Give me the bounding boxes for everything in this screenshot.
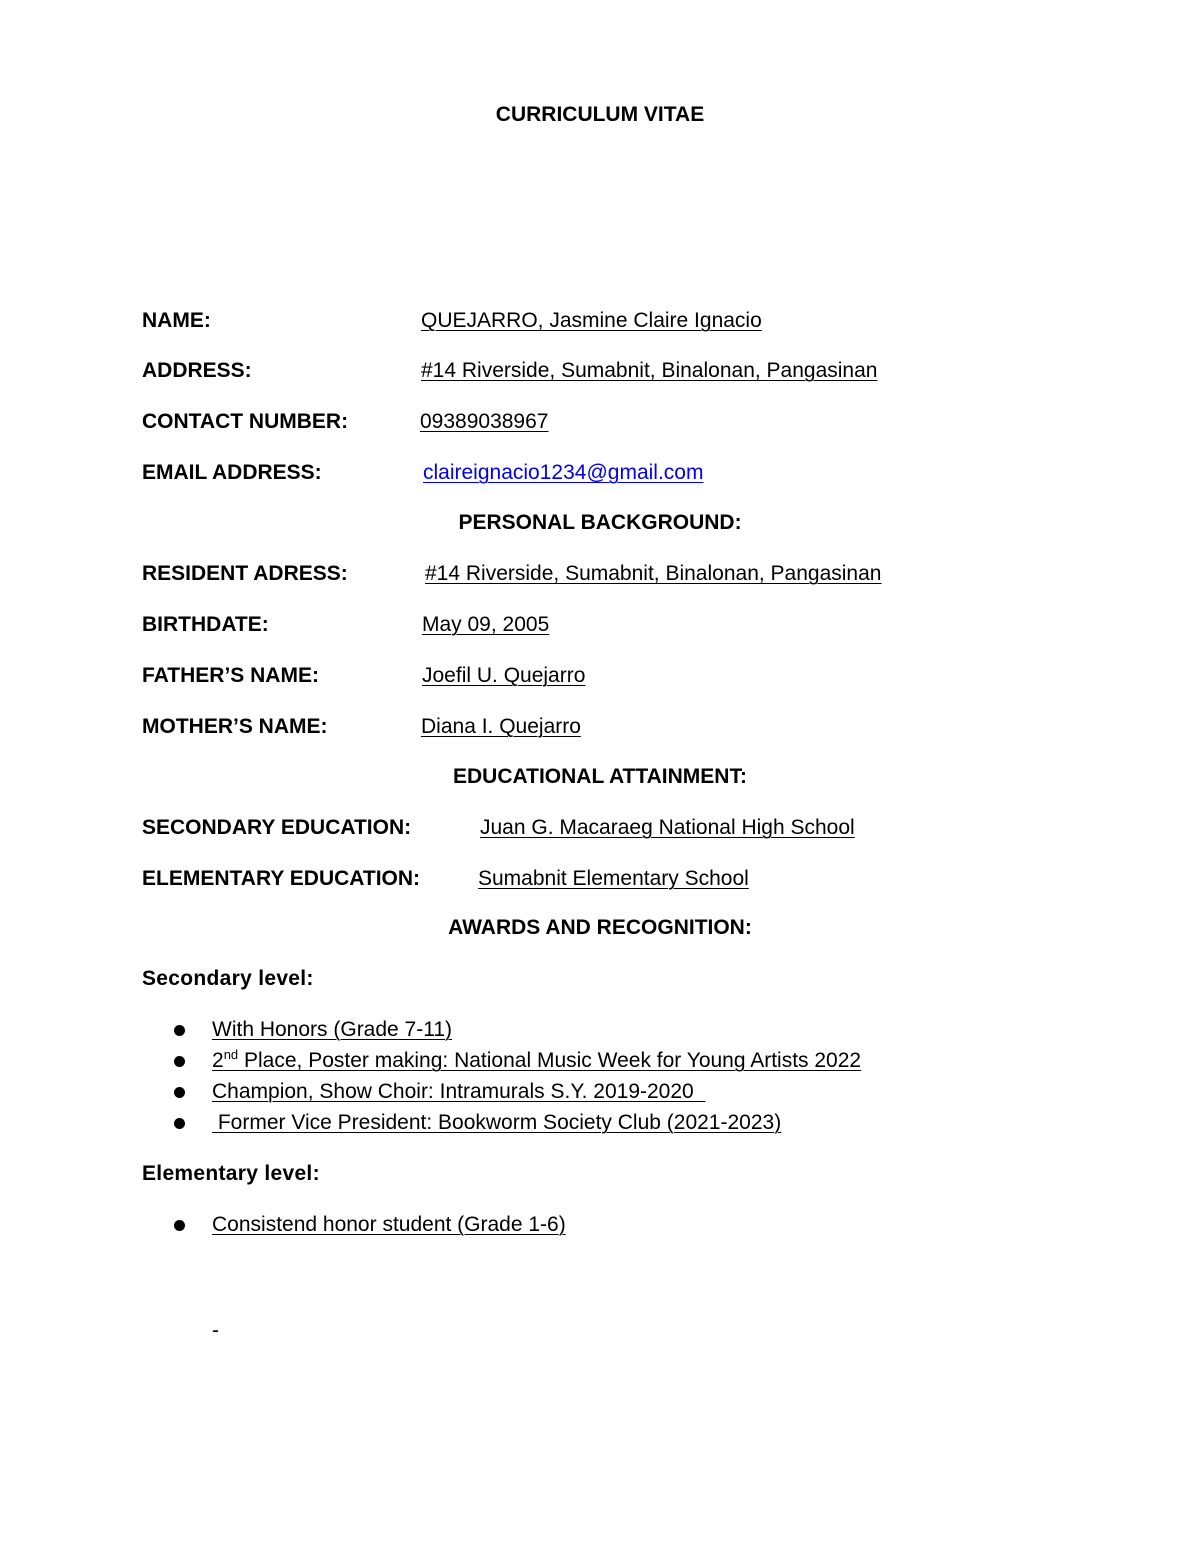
mother-name-value: Diana I. Quejarro bbox=[421, 715, 581, 738]
email-link[interactable]: claireignacio1234@gmail.com bbox=[423, 461, 704, 484]
mother-name-row bbox=[142, 714, 1042, 740]
father-name-row bbox=[142, 663, 1042, 689]
personal-background-heading: PERSONAL BACKGROUND: bbox=[458, 511, 742, 534]
birthdate-value: May 09, 2005 bbox=[422, 613, 550, 636]
father-name-value: Joefil U. Quejarro bbox=[422, 664, 586, 687]
award-text: Champion, Show Choir: Intramurals S.Y. 2019-2020 bbox=[212, 1080, 706, 1103]
name-row bbox=[142, 308, 1042, 334]
elementary-education-label: ELEMENTARY EDUCATION: bbox=[142, 867, 421, 890]
birthdate-label: BIRTHDATE: bbox=[142, 613, 269, 636]
address-label: ADDRESS: bbox=[142, 359, 252, 382]
awards-heading: AWARDS AND RECOGNITION: bbox=[448, 916, 752, 939]
award-text-rest: Place, Poster making: National Music Week for Young Artists 2022 bbox=[238, 1049, 862, 1072]
resident-address-row bbox=[142, 561, 1042, 587]
resident-address-label: RESIDENT ADRESS: bbox=[142, 562, 348, 585]
elementary-education-row bbox=[142, 866, 1042, 892]
trailing-dash: - bbox=[212, 1319, 219, 1342]
father-name-label: FATHER’S NAME: bbox=[142, 664, 319, 687]
award-text: Former Vice President: Bookworm Society Club (2021-2023) bbox=[212, 1111, 782, 1134]
bullet-icon bbox=[174, 1118, 185, 1129]
educational-attainment-heading: EDUCATIONAL ATTAINMENT: bbox=[453, 765, 747, 788]
bullet-icon bbox=[174, 1087, 185, 1098]
bullet-icon bbox=[174, 1056, 185, 1067]
bullet-icon bbox=[174, 1025, 185, 1036]
name-value: QUEJARRO, Jasmine Claire Ignacio bbox=[421, 309, 762, 332]
email-label: EMAIL ADDRESS: bbox=[142, 461, 322, 484]
award-text: With Honors (Grade 7-11) bbox=[212, 1018, 453, 1041]
bullet-icon bbox=[174, 1220, 185, 1231]
secondary-education-row bbox=[142, 815, 1042, 841]
contact-number-row bbox=[142, 409, 1042, 435]
resident-address-value: #14 Riverside, Sumabnit, Binalonan, Pangasinan bbox=[425, 562, 882, 585]
birthdate-row bbox=[142, 612, 1042, 638]
elementary-education-value: Sumabnit Elementary School bbox=[478, 867, 749, 890]
elementary-level-label: Elementary level: bbox=[142, 1162, 320, 1185]
contact-number-value: 09389038967 bbox=[420, 410, 549, 433]
award-ordinal-suffix: nd bbox=[223, 1047, 239, 1062]
contact-number-label: CONTACT NUMBER: bbox=[142, 410, 349, 433]
email-row bbox=[142, 460, 1042, 486]
mother-name-label: MOTHER’S NAME: bbox=[142, 715, 328, 738]
award-text: Consistend honor student (Grade 1-6) bbox=[212, 1213, 566, 1236]
address-row bbox=[142, 358, 1042, 384]
page-title: CURRICULUM VITAE bbox=[495, 103, 705, 126]
secondary-level-label: Secondary level: bbox=[142, 967, 314, 990]
award-text bbox=[212, 1048, 861, 1074]
name-label: NAME: bbox=[142, 309, 211, 332]
award-ordinal-number: 2 bbox=[212, 1049, 224, 1072]
address-value: #14 Riverside, Sumabnit, Binalonan, Pangasinan bbox=[421, 359, 878, 382]
secondary-education-label: SECONDARY EDUCATION: bbox=[142, 816, 412, 839]
secondary-education-value: Juan G. Macaraeg National High School bbox=[480, 816, 855, 839]
